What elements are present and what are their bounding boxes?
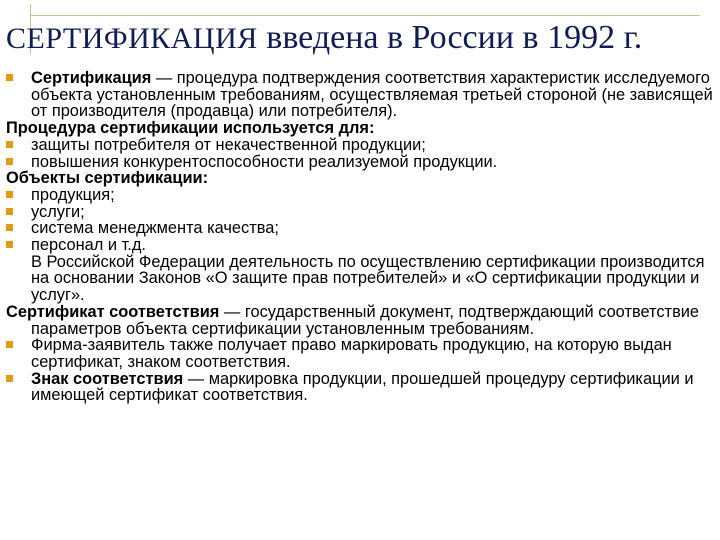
frame-horizontal-line <box>30 15 700 16</box>
square-bullet-icon <box>6 74 13 81</box>
square-bullet-icon <box>6 375 13 382</box>
object-text: персонал и т.д. <box>31 236 146 255</box>
object-item <box>6 187 716 204</box>
title-rest: введена в России в 1992 г. <box>257 19 643 56</box>
object-text: продукция; <box>31 185 115 204</box>
certificate-text: — государственный документ, подтверждающий соответствие параметров объекта сертификации установленным требованиям. <box>31 302 700 338</box>
mark-text: — маркировка продукции, прошедшей процедуру сертификации и имеющей сертификат соответствия. <box>31 369 694 405</box>
slide-body <box>6 70 716 404</box>
marking-item <box>6 337 716 370</box>
square-bullet-icon <box>6 158 13 165</box>
purpose-item <box>6 137 716 154</box>
purpose-text: повышения конкурентоспособности реализуемой продукции. <box>31 152 498 171</box>
purpose-heading: Процедура сертификации используется для: <box>6 119 375 138</box>
object-text: система менеджмента качества; <box>31 219 279 238</box>
purpose-item <box>6 154 716 171</box>
square-bullet-icon <box>6 241 13 248</box>
object-text: услуги; <box>31 202 85 221</box>
slide-title <box>6 18 642 59</box>
certificate-definition <box>6 304 716 337</box>
law-note: В Российской Федерации деятельность по осуществлению сертификации производится на основании Законов «О защите прав потребителей» и «О сертификации продукции и услуг». <box>31 252 705 305</box>
square-bullet-icon <box>6 141 13 148</box>
object-item <box>6 220 716 237</box>
mark-item <box>6 371 716 404</box>
title-keyword: СЕРТИФИКАЦИЯ <box>6 22 258 55</box>
objects-heading: Объекты сертификации: <box>6 169 209 188</box>
definition-text: — процедура подтверждения соответствия характеристик исследуемого объекта установленным требованиям, осуществляемая третьей стороной (не зависящей от производителя (продавца) или потребителя). <box>31 69 713 121</box>
definition-term: Сертификация <box>31 69 152 87</box>
square-bullet-icon <box>6 341 13 348</box>
square-bullet-icon <box>6 224 13 231</box>
square-bullet-icon <box>6 191 13 198</box>
object-item <box>6 204 716 221</box>
definition-item <box>6 70 716 120</box>
marking-text: Фирма-заявитель также получает право маркировать продукцию, на которую выдан сертификат, знаком соответствия. <box>31 336 672 371</box>
object-item <box>6 237 716 254</box>
purpose-text: защиты потребителя от некачественной продукции; <box>31 135 426 154</box>
mark-term: Знак соответствия <box>31 369 184 388</box>
square-bullet-icon <box>6 208 13 215</box>
certificate-term: Сертификат соответствия <box>6 302 220 321</box>
